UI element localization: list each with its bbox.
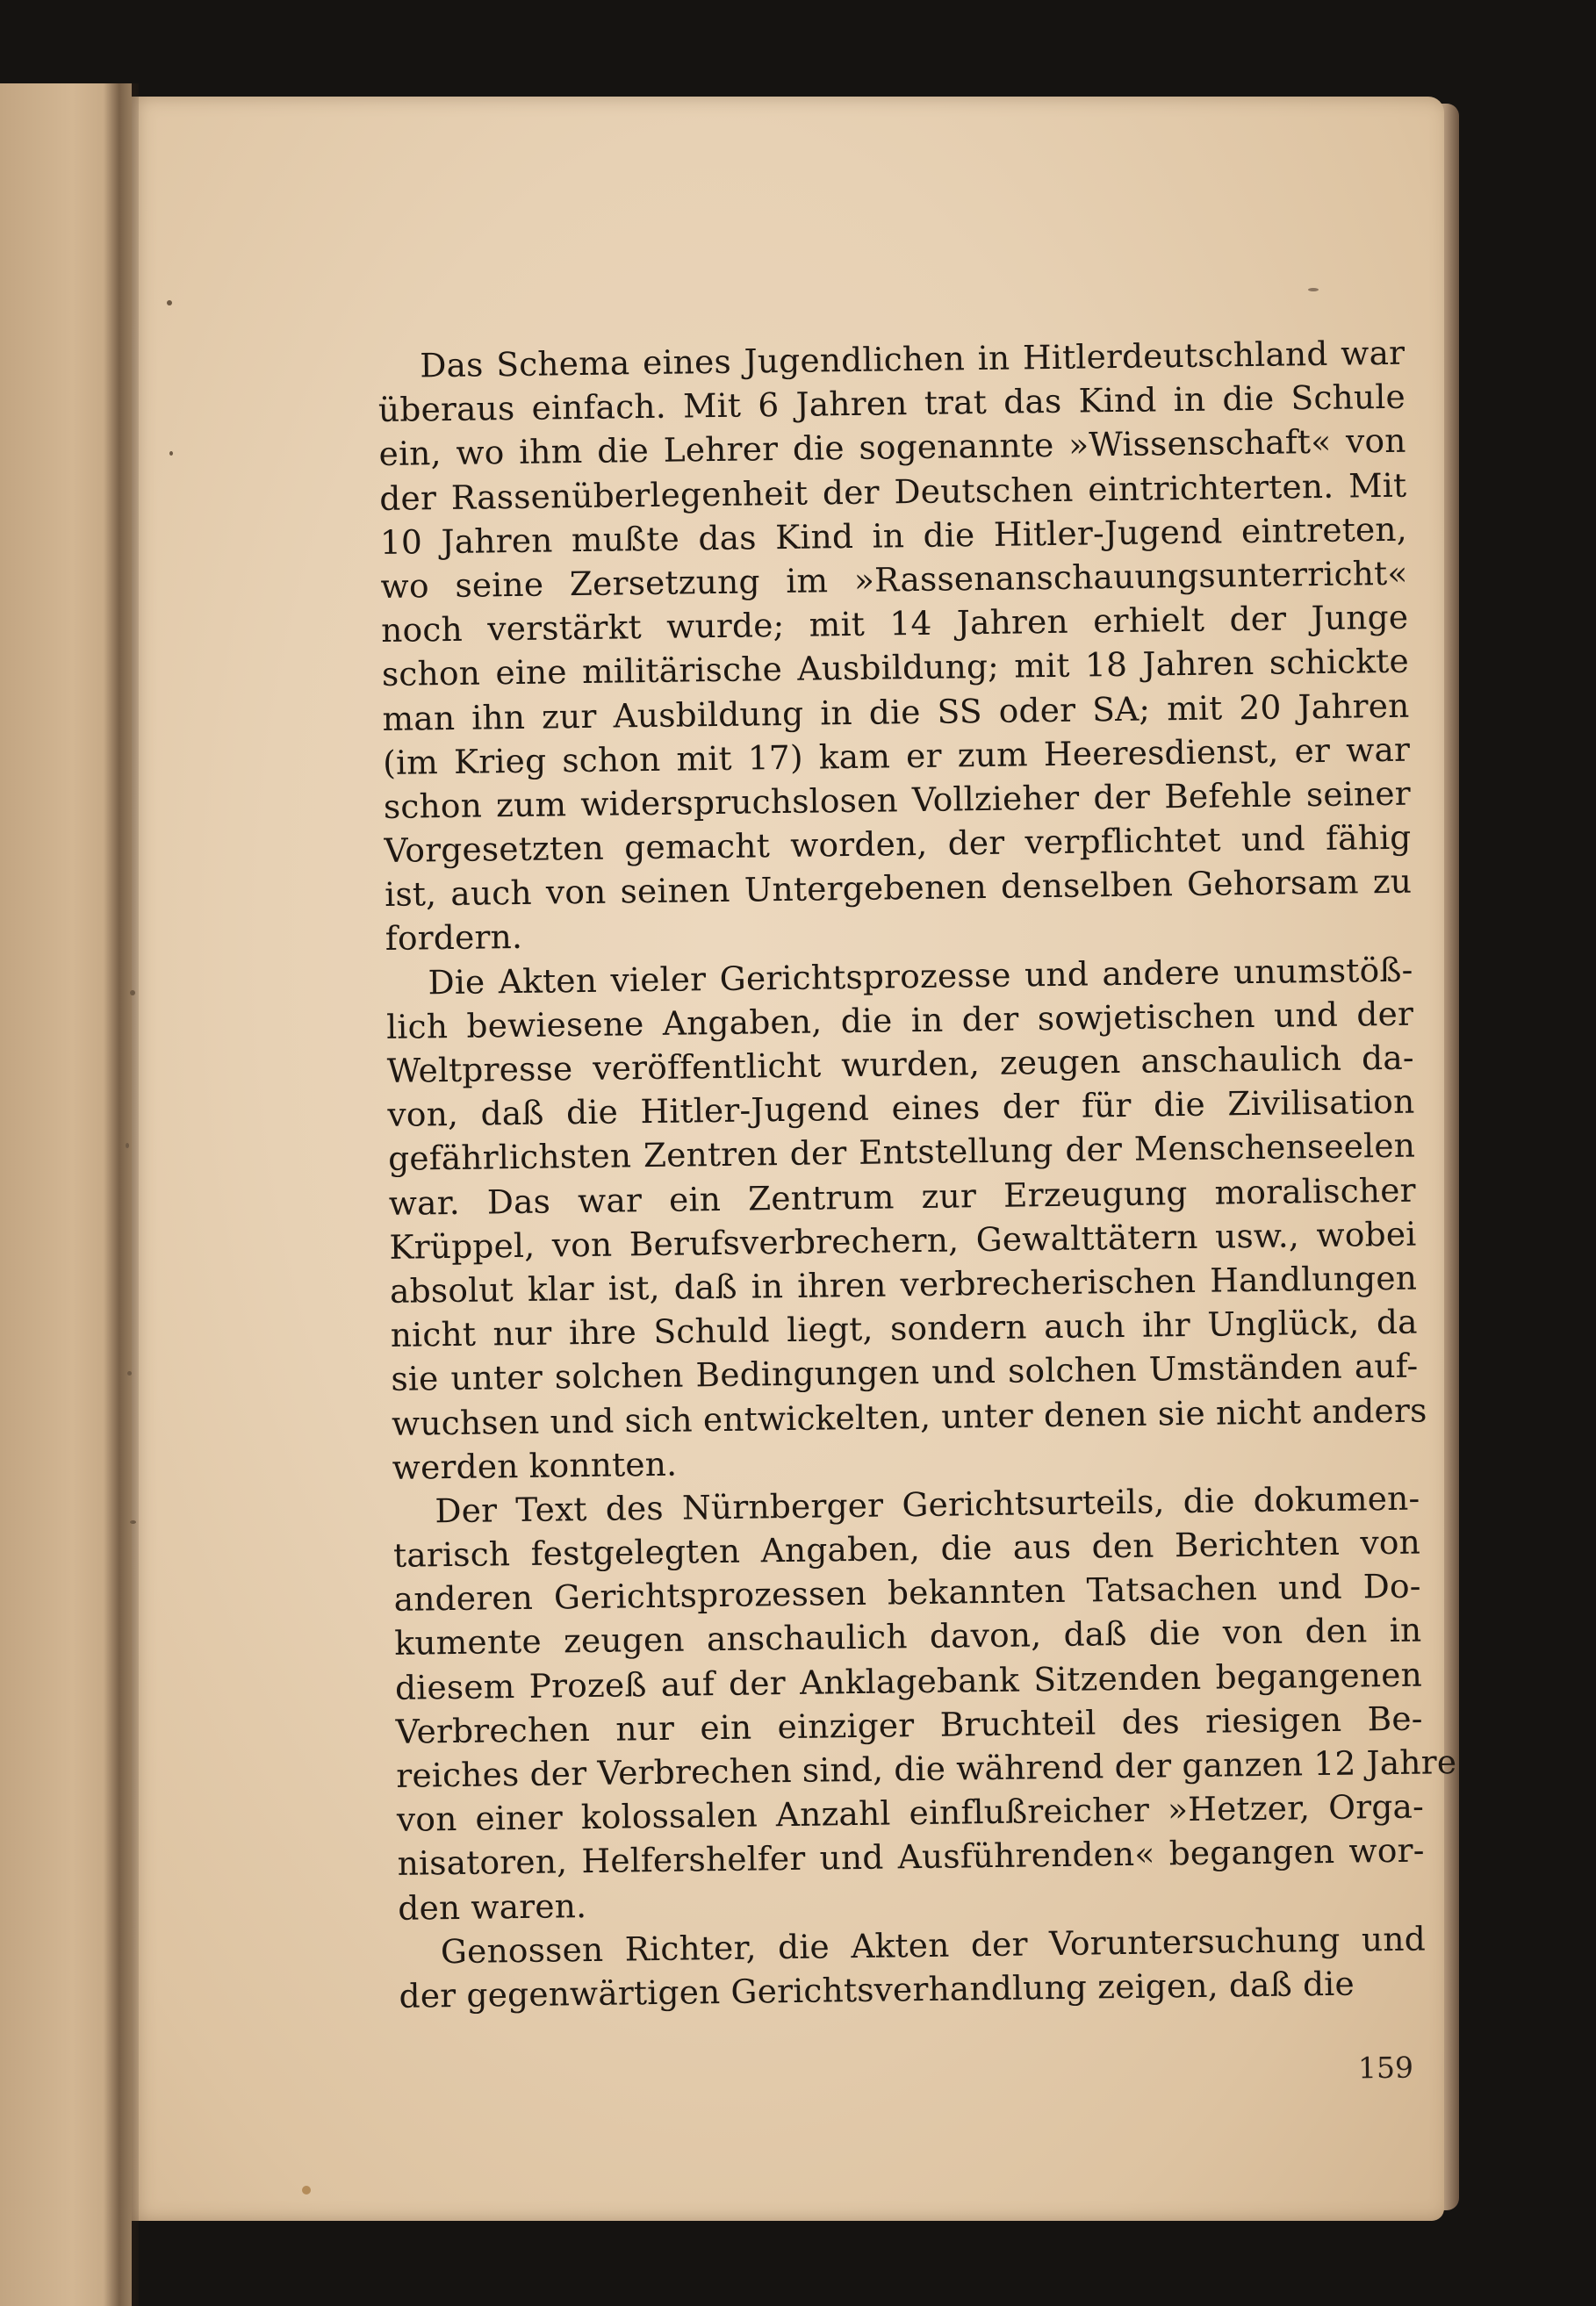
body-text: [377, 331, 1457, 2018]
text-line: lich bewiesene Angaben, die in der sowjetischen und der: [385, 994, 1414, 1046]
text-line: gefährlichsten Zentren der Entstellung der Menschenseelen: [387, 1125, 1416, 1179]
page-number: 159: [1357, 2050, 1414, 2086]
paper-speck: [130, 990, 135, 995]
text-line: ist, auch von seinen Untergebenen denselben Gehorsam zu: [384, 861, 1413, 915]
text-line: kumente zeugen anschaulich davon, daß die von den in: [394, 1610, 1422, 1663]
text-line: noch verstärkt wurde; mit 14 Jahren erhielt der Junge: [380, 597, 1409, 650]
paper-speck: [1308, 288, 1319, 291]
text-line: Verbrechen nur ein einziger Bruchteil des riesigen Be-: [395, 1699, 1423, 1751]
text-line: schon zum widerspruchslosen Vollzieher der Befehle seiner: [383, 773, 1412, 826]
text-line: nisatoren, Helfershelfer und Ausführenden« begangen wor-: [397, 1830, 1425, 1884]
text-line: ein, wo ihm die Lehrer die sogenannte »Wissenschaft« von: [378, 421, 1406, 474]
text-line: fordern.: [385, 917, 523, 959]
text-line: 10 Jahren mußte das Kind in die Hitler-Jugend eintreten,: [379, 509, 1408, 562]
text-line: tarisch festgelegten Angaben, die aus den Berichten von: [392, 1522, 1421, 1575]
gutter-shadow: [104, 83, 139, 2306]
text-line: Krüppel, von Berufsverbrechern, Gewalttätern usw., wobei: [389, 1214, 1417, 1267]
book-page: [132, 97, 1457, 2221]
text-line: man ihn zur Ausbildung in die SS oder SA; mit 20 Jahren: [382, 686, 1410, 738]
text-line: Der Text des Nürnberger Gerichtsurteils, die dokumen-: [435, 1478, 1420, 1531]
paper-speck: [169, 451, 173, 456]
text-line: Genossen Richter, die Akten der Voruntersuchung und: [440, 1919, 1427, 1971]
text-line: sie unter solchen Bedingungen und solchen Umständen auf-: [391, 1346, 1419, 1399]
text-line: Die Akten vieler Gerichtsprozesse und andere unumstöß-: [428, 950, 1413, 1002]
text-line: wuchsen und sich entwickelten, unter denen sie nicht anders: [391, 1390, 1427, 1443]
paper-speck: [130, 1520, 136, 1524]
text-line: der Rassenüberlegenheit der Deutschen eintrichterten. Mit: [379, 465, 1407, 518]
paper-speck: [302, 2186, 311, 2195]
text-line: nicht nur ihre Schuld liegt, sondern auch ihr Unglück, da: [390, 1302, 1418, 1355]
text-line: werden konnten.: [392, 1444, 678, 1487]
text-line: den waren.: [398, 1886, 587, 1928]
text-line: überaus einfach. Mit 6 Jahren trat das Kind in die Schule: [377, 377, 1406, 430]
text-line: von, daß die Hitler-Jugend eines der für die Zivilisation: [387, 1081, 1415, 1135]
text-line: Weltpresse veröffentlicht wurden, zeugen anschaulich da-: [386, 1038, 1415, 1090]
text-line: diesem Prozeß auf der Anklagebank Sitzenden begangenen: [394, 1655, 1423, 1707]
text-line: Vorgesetzten gemacht worden, der verpflichtet und fähig: [384, 817, 1412, 871]
paper-speck: [167, 300, 172, 305]
paper-speck: [127, 1371, 132, 1376]
text-line: von einer kolossalen Anzahl einflußreicher »Hetzer, Orga-: [396, 1786, 1425, 1840]
paper-speck: [126, 1143, 129, 1148]
text-line: reiches der Verbrechen sind, die während der ganzen 12 Jahre: [396, 1742, 1457, 1795]
text-line: war. Das war ein Zentrum zur Erzeugung moralischer: [388, 1170, 1416, 1223]
text-line: absolut klar ist, daß in ihren verbrecherischen Handlungen: [389, 1258, 1418, 1311]
text-line: schon eine militärische Ausbildung; mit 18 Jahren schickte: [381, 641, 1410, 694]
text-line: Das Schema eines Jugendlichen in Hitlerdeutschland war: [420, 333, 1405, 385]
text-line: wo seine Zersetzung im »Rassenanschauungsunterricht«: [380, 553, 1408, 606]
text-line: (im Krieg schon mit 17) kam er zum Heeresdienst, er war: [382, 729, 1411, 782]
text-line: anderen Gerichtsprozessen bekannten Tatsachen und Do-: [393, 1566, 1421, 1620]
text-line: der gegenwärtigen Gerichtsverhandlung zeigen, daß die: [399, 1964, 1355, 2015]
